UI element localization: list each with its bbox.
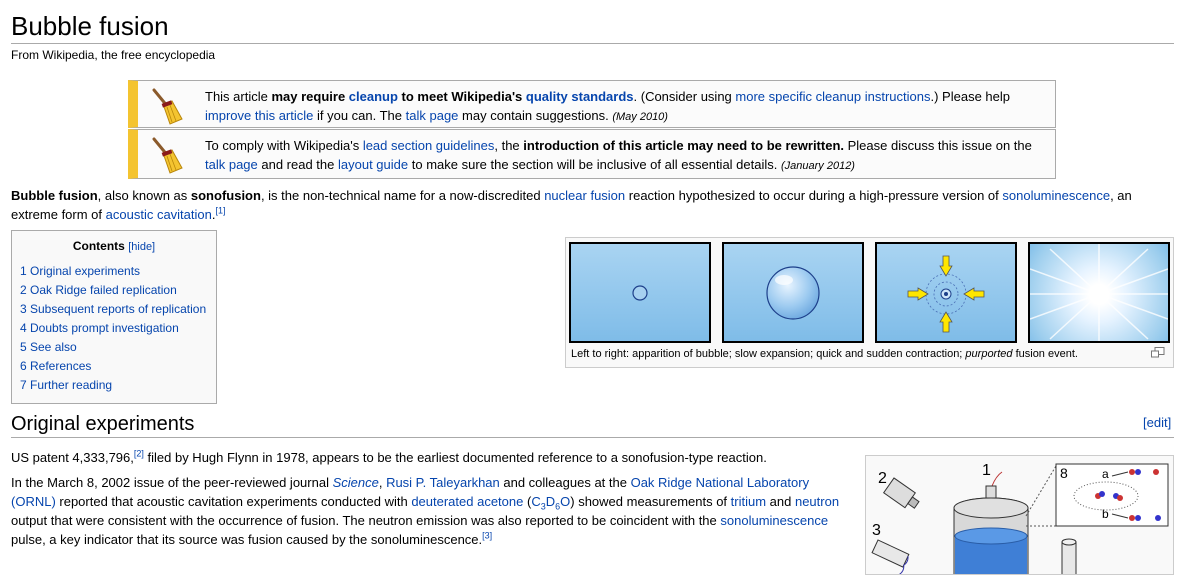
broom-icon	[148, 136, 184, 174]
flash-image	[1030, 244, 1168, 341]
cleanup-link[interactable]: cleanup	[348, 89, 398, 104]
large-bubble-image	[724, 244, 862, 341]
diagram-label-a: a	[1102, 467, 1109, 481]
reference-link[interactable]: [1]	[215, 205, 226, 216]
talk-page-link[interactable]: talk page	[405, 108, 459, 123]
ornl-link[interactable]: Oak Ridge National Laboratory (ORNL)	[11, 475, 810, 509]
sonoluminescence-link[interactable]: sonoluminescence	[720, 513, 829, 528]
title-divider	[11, 43, 1174, 44]
cleanup-notice	[128, 80, 1056, 128]
toc-item[interactable]: 1 Original experiments	[20, 264, 141, 278]
cleanup-instructions-link[interactable]: more specific cleanup instructions	[735, 89, 931, 104]
page-title: Bubble fusion	[11, 11, 169, 41]
reference-link[interactable]: [3]	[482, 530, 493, 541]
science-link[interactable]: Science	[332, 475, 379, 490]
neutron-link[interactable]: neutron	[794, 494, 840, 509]
sonoluminescence-link[interactable]: sonoluminescence	[1002, 188, 1111, 203]
toc-header	[12, 239, 216, 253]
toc-item[interactable]: 4 Doubts prompt investigation	[20, 321, 179, 335]
toc-title: Contents	[72, 239, 125, 253]
reference-link[interactable]: [2]	[133, 448, 144, 459]
lead-guidelines-link[interactable]: lead section guidelines	[362, 138, 495, 153]
small-bubble-image	[571, 244, 709, 341]
magnify-clip-icon[interactable]	[1151, 347, 1165, 358]
frame-apparition[interactable]	[569, 242, 711, 343]
toc-item[interactable]: 5 See also	[20, 340, 77, 354]
formula-link[interactable]: $C_3D_6O$	[531, 494, 571, 512]
section-divider	[11, 437, 1174, 438]
edit-section-link[interactable]: [edit]	[1143, 415, 1172, 430]
diagram-label-2: 2	[878, 470, 887, 487]
broom-icon	[148, 87, 184, 125]
apparatus-diagram[interactable]	[865, 455, 1174, 575]
notice-date: (May 2010)	[612, 111, 668, 123]
frame-expansion[interactable]	[722, 242, 864, 343]
tritium-link[interactable]: tritium	[730, 494, 767, 509]
layout-guide-link[interactable]: layout guide	[338, 157, 409, 172]
acoustic-cavitation-link[interactable]: acoustic cavitation	[105, 207, 212, 222]
toc-item[interactable]: 2 Oak Ridge failed replication	[20, 283, 177, 297]
toc-item[interactable]: 7 Further reading	[20, 378, 113, 392]
paragraph-science-report: In the March 8, 2002 issue of the peer-reviewed journal Science, Rusi P. Taleyarkhan and colleagues at the Oak Ridge National Laboratory (ORNL) reported that acoustic cavitation experiments conducted with deuterated acetone $(C_3D_6O)$ showed measurements of tritium and neutron output that were consistent with the occurrence of fusion. The neutron emission was also reported to be coincident with the sonoluminescence pulse, a key indicator that its source was fusion caused by the sonoluminescence.[3]	[11, 475, 840, 547]
table-of-contents	[11, 230, 217, 404]
lead-rewrite-notice	[128, 129, 1056, 179]
paragraph-patent: US patent 4,333,796,[2] filed by Hugh Flynn in 1978, appears to be the earliest documented reference to a sonofusion-type reaction.	[11, 448, 767, 465]
bubble-sequence-figure	[565, 237, 1174, 368]
nuclear-fusion-link[interactable]: nuclear fusion	[544, 188, 626, 203]
diagram-label-3: 3	[872, 522, 881, 539]
toc-item[interactable]: 6 References	[20, 359, 92, 373]
cleanup-notice-text: This article may require cleanup to meet Wikipedia's quality standards. (Consider using more specific cleanup instructions.) Please help improve this article if you can. The talk page may contain suggestions. (May 2010)	[205, 89, 1010, 123]
lead-rewrite-notice-text: To comply with Wikipedia's lead section guidelines, the introduction of this article may need to be rewritten. Please discuss this issue on the talk page and read the layout guide to make sure the section will be inclusive of all essential details. (January 2012)	[205, 138, 1032, 172]
diagram-label-8: 8	[1060, 465, 1068, 481]
toc-hide-toggle[interactable]: [hide]	[128, 241, 156, 253]
quality-standards-link[interactable]: quality standards	[525, 89, 634, 104]
talk-page-link-2[interactable]: talk page	[205, 157, 258, 172]
notice-date: (January 2012)	[780, 160, 855, 172]
toc-list	[20, 262, 206, 395]
apparatus-image	[866, 456, 1174, 575]
taleyarkhan-link[interactable]: Rusi P. Taleyarkhan	[386, 475, 500, 490]
figure-caption: Left to right: apparition of bubble; slow expansion; quick and sudden contraction; purported fusion event.	[571, 348, 1078, 360]
lead-paragraph: Bubble fusion, also known as sonofusion, is the non-technical name for a now-discredited nuclear fusion reaction hypothesized to occur during a high-pressure version of sonoluminescence, an extreme form of acoustic cavitation.[1]	[11, 188, 1132, 222]
improve-article-link[interactable]: improve this article	[205, 108, 314, 123]
deuterated-acetone-link[interactable]: deuterated acetone	[411, 494, 524, 509]
site-tagline: From Wikipedia, the free encyclopedia	[11, 48, 216, 62]
frame-fusion-event[interactable]	[1028, 242, 1170, 343]
section-heading: Original experiments	[11, 413, 195, 435]
contraction-image	[877, 244, 1015, 341]
diagram-label-b: b	[1102, 507, 1109, 521]
frame-contraction[interactable]	[875, 242, 1017, 343]
toc-item[interactable]: 3 Subsequent reports of replication	[20, 302, 207, 316]
diagram-label-1: 1	[982, 462, 991, 479]
